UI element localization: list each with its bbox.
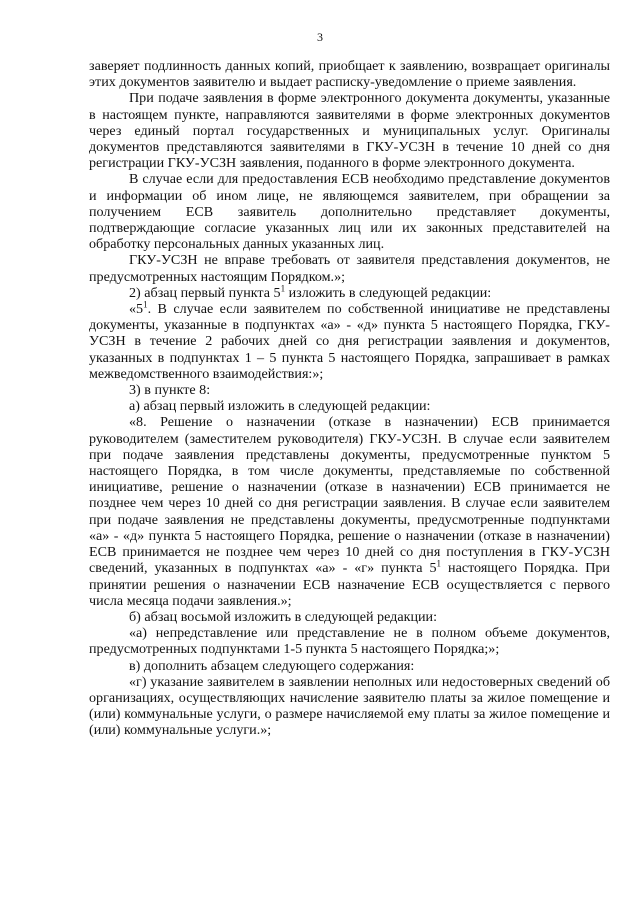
paragraph	[89, 414, 610, 608]
paragraph: б) абзац восьмой изложить в следующей редакции:	[129, 608, 437, 625]
superscript: 1	[143, 299, 148, 310]
page-number: 3	[317, 30, 323, 44]
paragraph	[89, 301, 610, 382]
paragraph-text: 2) абзац первый пункта 5	[129, 284, 281, 301]
paragraph: а) абзац первый изложить в следующей редакции:	[129, 398, 431, 415]
paragraph: 3) в пункте 8:	[129, 382, 211, 399]
paragraph: в) дополнить абзацем следующего содержания:	[129, 657, 415, 674]
superscript: 1	[280, 283, 286, 294]
paragraph: ГКУ-УСЗН не вправе требовать от заявителя представления документов, не предусмотренных настоящим Порядком.»;	[89, 252, 610, 285]
paragraph-text: настоящего Порядка. При принятии решения о назначении ЕСВ назначение ЕСВ осуществляется с первого числа месяца подачи заявления.»;	[89, 560, 610, 609]
paragraph-text: изложить в следующей редакции:	[285, 284, 492, 301]
paragraph: «а) непредставление или представление не в полном объеме документов, предусмотренных подпунктами 1-5 пункта 5 настоящего Порядка;»;	[89, 625, 610, 658]
paragraph-text: «5	[129, 301, 144, 318]
paragraph: В случае если для предоставления ЕСВ необходимо представление документов и информации об ином лице, не являющемся заявителем, при обращении за получением ЕСВ заявитель дополнительно представляет документы, подтверждающие согласие указанных лиц или их законных представителей на обработку персональных данных указанных лиц.	[89, 171, 610, 253]
paragraph-text: . В случае если заявителем по собственной инициативе не представлены документы, указанные в подпунктах «а» - «д» пункта 5 настоящего Порядка, ГКУ-УСЗН в течение 2 рабочих дней со дня регистрации заявления и документов, указанных в подпунктах 1 – 5 пункта 5 настоящего Порядка, запрашивает в рамках межведомственного взаимодействия:»;	[89, 301, 610, 382]
paragraph	[89, 285, 610, 301]
document-body	[89, 58, 610, 739]
paragraph-text: «8. Решение о назначении (отказе в назначении) ЕСВ принимается руководителем (заместителем руководителя) ГКУ-УСЗН. В случае если заявителем при подаче заявления представлены документы, предусмотренные пунктом 5 настоящего Порядка, в том числе документы, представляемые по собственной инициативе, решение о назначении (отказе в назначении) ЕСВ принимается не позднее чем через 10 дней со дня регистрации заявления. В случае если заявителем при подаче заявления не представлены документы, предусмотренные подпунктами «а» - «д» пункта 5 настоящего Порядка, решение о назначении (отказе в назначении) ЕСВ принимается не позднее чем через 10 дней со дня поступления в ГКУ-УСЗН сведений, указанных в подпунктах «а» - «г» пункта 5	[89, 414, 610, 577]
paragraph: заверяет подлинность данных копий, приобщает к заявлению, возвращает оригиналы этих документов заявителю и выдает расписку-уведомление о приеме заявления.	[89, 58, 610, 91]
paragraph: При подаче заявления в форме электронного документа документы, указанные в настоящем пункте, направляются заявителями в форме электронных документов через единый портал государственных и муниципальных услуг. Оригиналы документов представляются заявителями в ГКУ-УСЗН в течение 10 дней со дня регистрации ГКУ-УСЗН заявления, поданного в форме электронного документа.	[89, 90, 610, 172]
paragraph: «г) указание заявителем в заявлении неполных или недостоверных сведений об организациях, осуществляющих начисление заявителю платы за жилое помещение и (или) коммунальные услуги, о размере начисляемой ему платы за жилое помещение и (или) коммунальные услуги.»;	[89, 673, 610, 739]
superscript: 1	[436, 558, 442, 569]
